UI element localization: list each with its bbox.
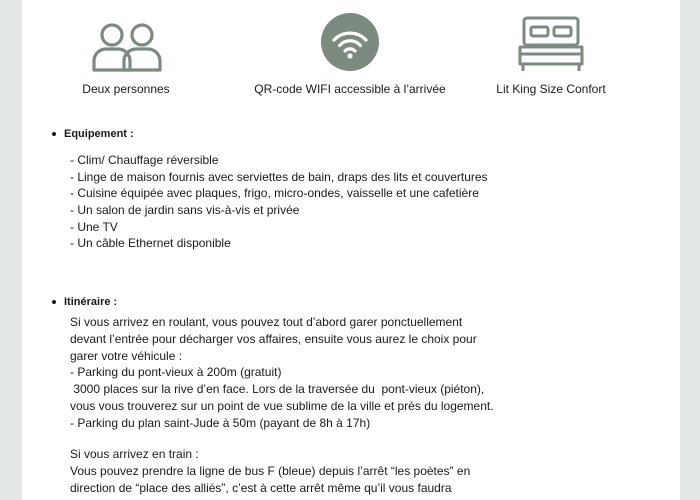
equipment-list [70, 152, 488, 252]
itinerary-heading [52, 296, 117, 308]
feature-bed-label: Lit King Size Confort [496, 82, 606, 96]
list-item: - Un salon de jardin sans vis-à-vis et privée [70, 203, 300, 218]
text-line: Si vous arrivez en roulant, vous pouvez tout d’abord garer ponctuellement [70, 315, 463, 329]
feature-guests-label: Deux personnes [82, 82, 170, 96]
text-line: devant l’entrée pour décharger vos affaires, ensuite vous aurez le choix pour [70, 331, 477, 346]
text-line: vous vous trouverez sur un point de vue sublime de la ville et près du logement. [70, 398, 494, 413]
equipment-heading [52, 128, 134, 140]
text-line: - Parking du pont-vieux à 200m (gratuit) [70, 365, 282, 380]
list-item: - Linge de maison fournis avec serviettes de bain, draps des lits et couvertures [70, 169, 488, 184]
itinerary-title: Itinéraire : [64, 296, 118, 308]
list-item: - Une TV [70, 219, 118, 234]
itinerary-car-paragraph [70, 314, 494, 432]
feature-guests [68, 0, 184, 96]
two-persons-icon [86, 0, 166, 80]
text-line: Si vous arrivez en train : [70, 447, 199, 461]
feature-wifi-label: QR-code WIFI accessible à l’arrivée [254, 82, 446, 96]
text-line: - Parking du plan saint-Jude à 50m (payant de 8h à 17h) [70, 415, 371, 430]
list-item: - Clim/ Chauffage réversible [70, 153, 219, 167]
feature-bed [480, 0, 622, 96]
text-line: 3000 places sur la rive d’en face. Lors de la traversée du pont-vieux (piéton), [70, 382, 485, 397]
equipment-title: Equipement : [64, 128, 134, 140]
text-line: Vous pouvez prendre la ligne de bus F (bleue) depuis l’arrêt “les poètes” en [70, 463, 471, 478]
bullet-icon [52, 132, 56, 136]
text-line: garer votre véhicule : [70, 348, 183, 363]
list-item: - Un câble Ethernet disponible [70, 236, 231, 251]
feature-wifi [242, 0, 458, 96]
list-item: - Cuisine équipée avec plaques, frigo, micro-ondes, vaisselle et une cafetière [70, 186, 479, 201]
itinerary-train-paragraph [70, 446, 470, 496]
text-line: direction de “place des alliés”, c’est à cette arrêt même qu’il vous faudra [70, 480, 452, 495]
wifi-icon [310, 0, 390, 80]
listing-page [22, 0, 680, 500]
bullet-icon [52, 300, 56, 304]
king-bed-icon [511, 0, 591, 80]
